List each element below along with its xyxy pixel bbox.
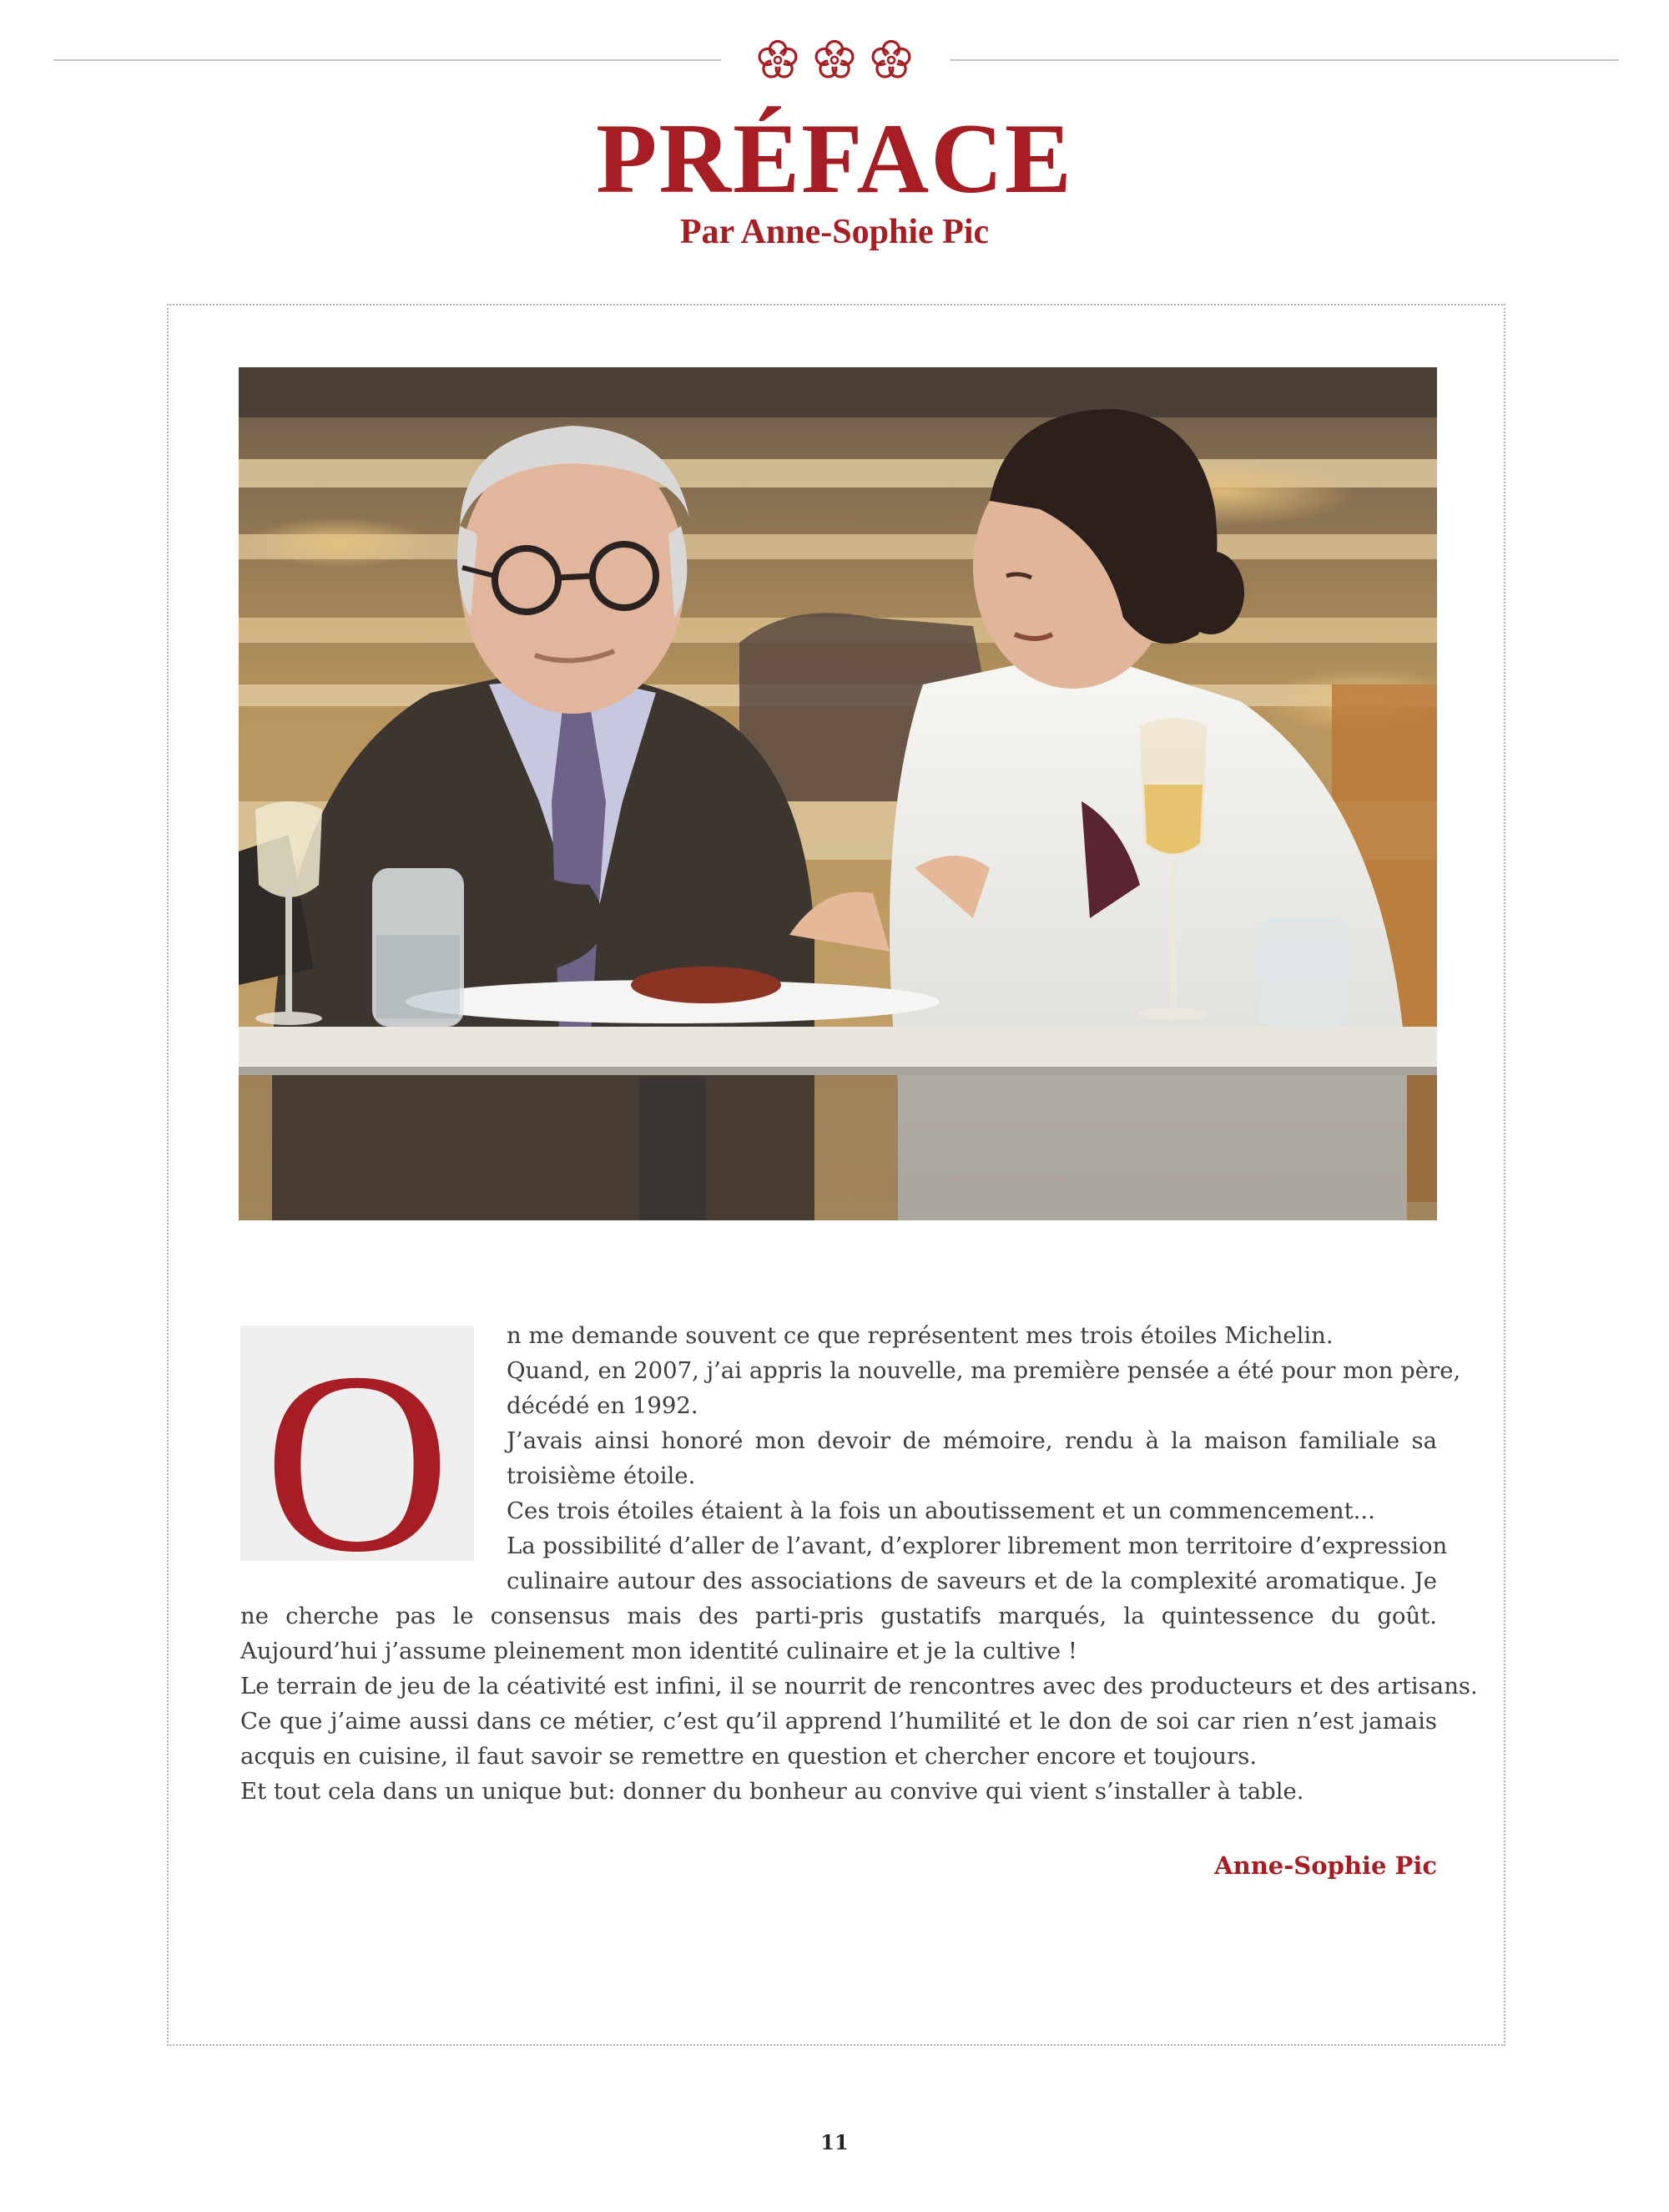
body-line-11: Le terrain de jeu de la céativité est infini, il se nourrit de rencontres avec des producteurs et des artisans. (240, 1673, 1478, 1699)
dropcap-letter: O (264, 1320, 451, 1606)
body-line-4: J’avais ainsi honoré mon devoir de mémoire, rendu à la maison familiale sa (507, 1427, 1437, 1454)
body-line-5: troisième étoile. (507, 1462, 696, 1489)
michelin-star-icon (873, 42, 910, 78)
body-line-6: Ces trois étoiles étaient à la fois un aboutissement et un commencement... (507, 1497, 1375, 1524)
body-line-13: acquis en cuisine, il faut savoir se remettre en question et chercher encore et toujours. (240, 1743, 1258, 1770)
michelin-star-icon (816, 42, 853, 78)
body-line-10: Aujourd’hui j’assume pleinement mon identité culinaire et je la cultive ! (240, 1638, 1077, 1664)
body-line-2: Quand, en 2007, j’ai appris la nouvelle, ma première pensée a été pour mon père, (507, 1357, 1461, 1384)
header-rule-left (53, 59, 721, 61)
portrait-photo (239, 367, 1437, 1220)
body-line-7: La possibilité d’aller de l’avant, d’explorer librement mon territoire d’expression (507, 1533, 1448, 1559)
page-subtitle: Par Anne-Sophie Pic (679, 213, 990, 251)
body-line-3: décédé en 1992. (507, 1392, 698, 1419)
header-rule-right (950, 59, 1619, 61)
dropcap-box (240, 1320, 474, 1606)
page-title: PRÉFACE (596, 103, 1073, 214)
michelin-stars (749, 30, 920, 88)
michelin-star-icon (759, 42, 796, 78)
body-line-12: Ce que j’aime aussi dans ce métier, c’est qu’il apprend l’humilité et le don de soi car rien n’est jamais (240, 1708, 1437, 1735)
signature: Anne-Sophie Pic (1214, 1851, 1437, 1880)
page-number: 11 (820, 2130, 849, 2154)
body-line-1: n me demande souvent ce que représentent mes trois étoiles Michelin. (507, 1322, 1334, 1349)
body-line-14: Et tout cela dans un unique but: donner du bonheur au convive qui vient s’installer à table. (240, 1778, 1304, 1805)
body-line-8: culinaire autour des associations de saveurs et de la complexité aromatique. Je (507, 1568, 1437, 1594)
body-line-9: ne cherche pas le consensus mais des parti-pris gustatifs marqués, la quintessence du goût. (240, 1603, 1437, 1629)
